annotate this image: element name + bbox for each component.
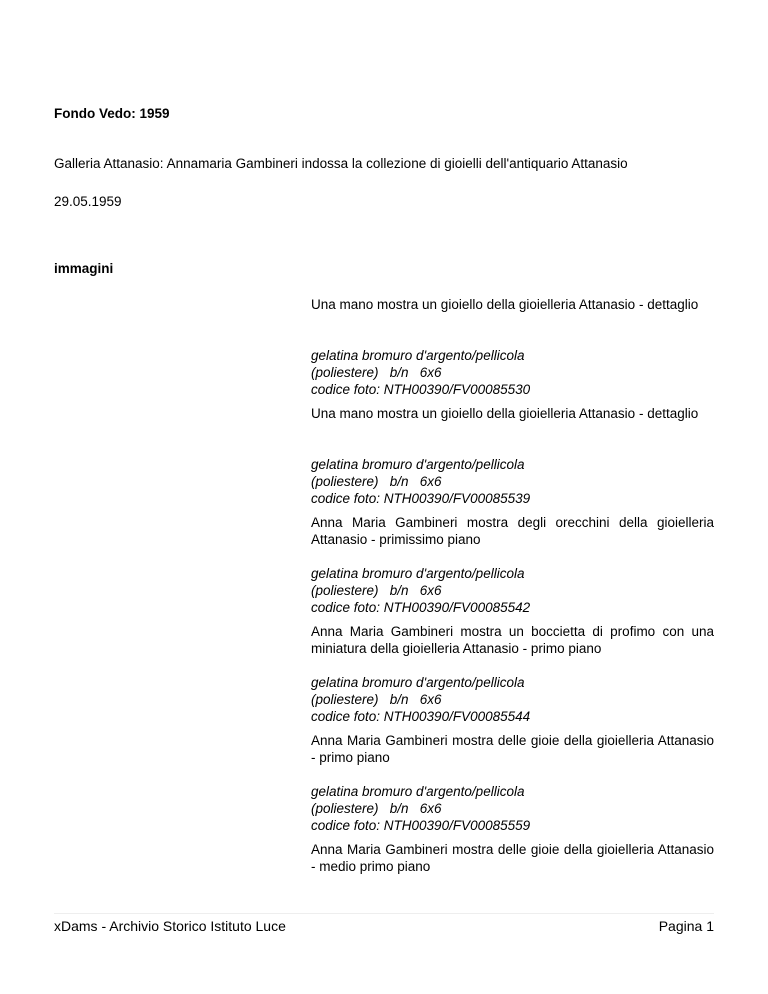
image-item — [311, 296, 714, 398]
footer-divider — [54, 913, 714, 914]
image-code: codice foto: NTH00390/FV00085544 — [311, 709, 531, 724]
image-meta — [311, 674, 714, 725]
image-format: (poliestere) b/n 6x6 — [311, 365, 442, 380]
image-code: codice foto: NTH00390/FV00085542 — [311, 600, 531, 615]
page-number: Pagina 1 — [658, 918, 714, 934]
image-meta — [311, 783, 714, 834]
image-item — [311, 623, 714, 725]
image-title: Una mano mostra un gioiello della gioielleria Attanasio - dettaglio — [311, 297, 699, 312]
image-code: codice foto: NTH00390/FV00085559 — [311, 818, 531, 833]
image-title: Una mano mostra un gioiello della gioielleria Attanasio - dettaglio — [311, 406, 699, 421]
image-format: (poliestere) b/n 6x6 — [311, 474, 442, 489]
image-meta — [311, 565, 714, 616]
image-title: Anna Maria Gambineri mostra degli orecchini della gioielleria Attanasio - primissimo piano — [311, 515, 714, 547]
image-item — [311, 841, 714, 875]
image-format: (poliestere) b/n 6x6 — [311, 692, 442, 707]
image-code: codice foto: NTH00390/FV00085539 — [311, 491, 531, 506]
image-material: gelatina bromuro d'argento/pellicola — [311, 457, 525, 472]
image-format: (poliestere) b/n 6x6 — [311, 583, 442, 598]
image-material: gelatina bromuro d'argento/pellicola — [311, 348, 525, 363]
image-title: Anna Maria Gambineri mostra un boccietta di profimo con una miniatura della gioielleria Attanasio - primo piano — [311, 624, 714, 656]
image-list — [311, 296, 714, 882]
image-meta — [311, 456, 714, 507]
image-code: codice foto: NTH00390/FV00085530 — [311, 382, 531, 397]
image-title: Anna Maria Gambineri mostra delle gioie della gioielleria Attanasio - medio primo piano — [311, 842, 714, 874]
section-title: immagini — [54, 261, 114, 276]
footer-source: xDams - Archivio Storico Istituto Luce — [54, 918, 286, 934]
fondo-title: Fondo Vedo: 1959 — [54, 106, 170, 121]
image-material: gelatina bromuro d'argento/pellicola — [311, 675, 525, 690]
record-date: 29.05.1959 — [54, 194, 122, 209]
image-title: Anna Maria Gambineri mostra delle gioie della gioielleria Attanasio - primo piano — [311, 733, 714, 765]
image-meta — [311, 347, 714, 398]
image-item — [311, 514, 714, 616]
image-material: gelatina bromuro d'argento/pellicola — [311, 566, 525, 581]
image-item — [311, 732, 714, 834]
record-description: Galleria Attanasio: Annamaria Gambineri indossa la collezione di gioielli dell'antiquario Attanasio — [54, 156, 628, 171]
image-format: (poliestere) b/n 6x6 — [311, 801, 442, 816]
image-item — [311, 405, 714, 507]
image-material: gelatina bromuro d'argento/pellicola — [311, 784, 525, 799]
